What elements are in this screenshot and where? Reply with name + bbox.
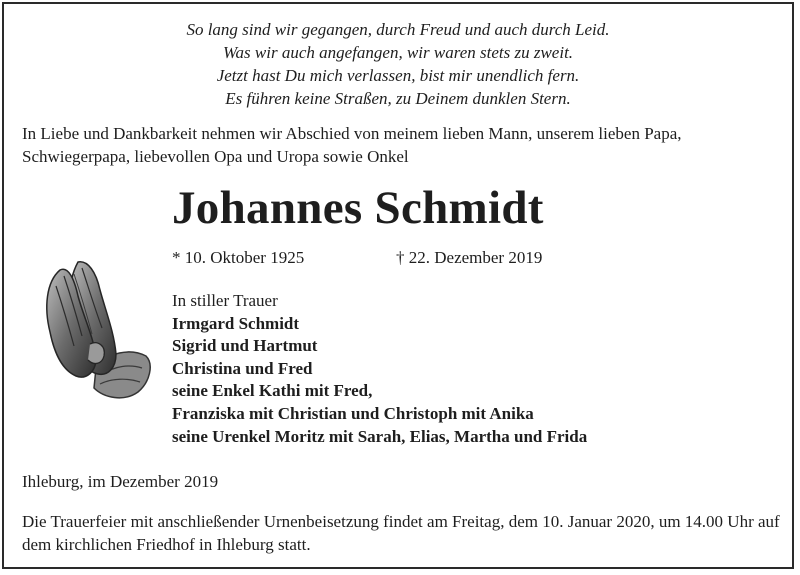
poem-line: So lang sind wir gegangen, durch Freud und auch durch Leid.: [186, 20, 610, 39]
intro-text: In Liebe und Dankbarkeit nehmen wir Abschied von meinem lieben Mann, unserem lieben Papa, Schwiegerpapa, liebevollen Opa und Uropa sowie Onkel: [22, 124, 682, 166]
poem: [0, 18, 796, 110]
poem-line: Es führen keine Straßen, zu Deinem dunklen Stern.: [225, 89, 571, 108]
place-date: Ihleburg, im Dezember 2019: [22, 472, 219, 491]
mourner-name: Franziska mit Christian und Christoph mit Anika: [172, 403, 534, 423]
mourner-name: Irmgard Schmidt: [172, 313, 300, 333]
funeral-notice: Die Trauerfeier mit anschließender Urnenbeisetzung findet am Freitag, dem 10. Januar 2020, um 14.00 Uhr auf dem kirchlichen Friedhof in Ihleburg statt.: [22, 512, 780, 554]
poem-line: Jetzt hast Du mich verlassen, bist mir unendlich fern.: [216, 66, 580, 85]
birth-date: * 10. Oktober 1925: [172, 248, 305, 267]
deceased-name: Johannes Schmidt: [172, 182, 544, 234]
mourner-name: seine Urenkel Moritz mit Sarah, Elias, Martha und Frida: [172, 426, 588, 446]
praying-hands-icon: [38, 256, 154, 402]
death-date: † 22. Dezember 2019: [396, 248, 543, 267]
mourners-list: [172, 290, 587, 448]
mourner-name: seine Enkel Kathi mit Fred,: [172, 381, 373, 401]
mourner-name: Sigrid und Hartmut: [172, 336, 318, 356]
mourner-name: Christina und Fred: [172, 358, 313, 378]
poem-line: Was wir auch angefangen, wir waren stets zu zweit.: [222, 43, 574, 62]
mourners-heading: In stiller Trauer: [172, 291, 278, 310]
